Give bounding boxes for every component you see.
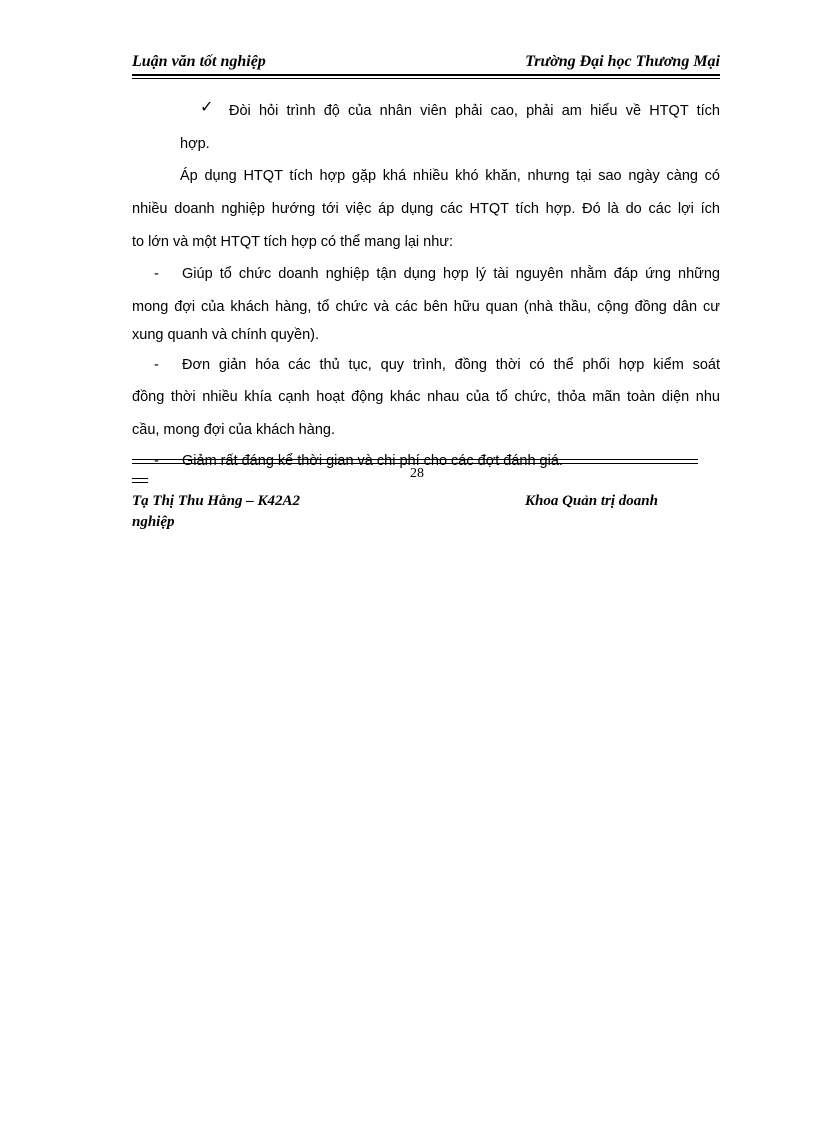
bullet2-dash: -: [154, 357, 159, 373]
bullet2-line3: cầu, mong đợi của khách hàng.: [132, 422, 335, 438]
footer-mark-rule-1: [132, 478, 148, 479]
bullet2-line2: đồng thời nhiều khía cạnh hoạt động khác nhau của tổ chức, thỏa mãn toàn diện nhu: [132, 389, 720, 405]
bullet1-dash: -: [154, 266, 159, 282]
footer-faculty-wrap: nghiệp: [132, 514, 175, 530]
checkmark-icon: ✓: [200, 97, 214, 116]
bullet1-line3: xung quanh và chính quyền).: [132, 327, 320, 343]
bullet3-dash: -: [154, 453, 159, 469]
item1-line1: Đòi hỏi trình độ của nhân viên phải cao, phải am hiểu về HTQT tích: [229, 103, 720, 119]
header-left-title: Luận văn tốt nghiệp: [132, 53, 266, 70]
footer-rule-top: [132, 459, 698, 460]
header-rule-thin: [132, 78, 720, 79]
bullet2-line1: Đơn giản hóa các thủ tục, quy trình, đồng thời có thể phối hợp kiểm soát: [182, 357, 720, 373]
bullet1-line2: mong đợi của khách hàng, tổ chức và các bên hữu quan (nhà thầu, cộng đồng dân cư: [132, 299, 720, 315]
bullet3-line1: Giảm rất đáng kể thời gian và chi phí cho các đợt đánh giá.: [182, 453, 563, 469]
header-rule-thick: [132, 74, 720, 76]
item1-line2: hợp.: [180, 136, 210, 152]
header-right-title: Trường Đại học Thương Mại: [525, 53, 720, 70]
page-header: [132, 53, 720, 73]
para1-line2: nhiều doanh nghiệp hướng tới việc áp dụng các HTQT tích hợp. Đó là do các lợi ích: [132, 201, 720, 217]
footer-mark-rule-2: [132, 482, 148, 483]
para1-line3: to lớn và một HTQT tích hợp có thể mang lại như:: [132, 234, 454, 250]
footer-rule-bottom: [132, 463, 698, 464]
bullet1-line1: Giúp tổ chức doanh nghiệp tận dụng hợp lý tài nguyên nhằm đáp ứng những: [182, 266, 720, 282]
footer-faculty: Khoa Quản trị doanh: [525, 493, 658, 509]
page-number: 28: [410, 466, 424, 481]
para1-line1: Áp dụng HTQT tích hợp gặp khá nhiều khó khăn, nhưng tại sao ngày càng có: [180, 168, 720, 184]
footer-author: Tạ Thị Thu Hằng – K42A2: [132, 493, 300, 509]
